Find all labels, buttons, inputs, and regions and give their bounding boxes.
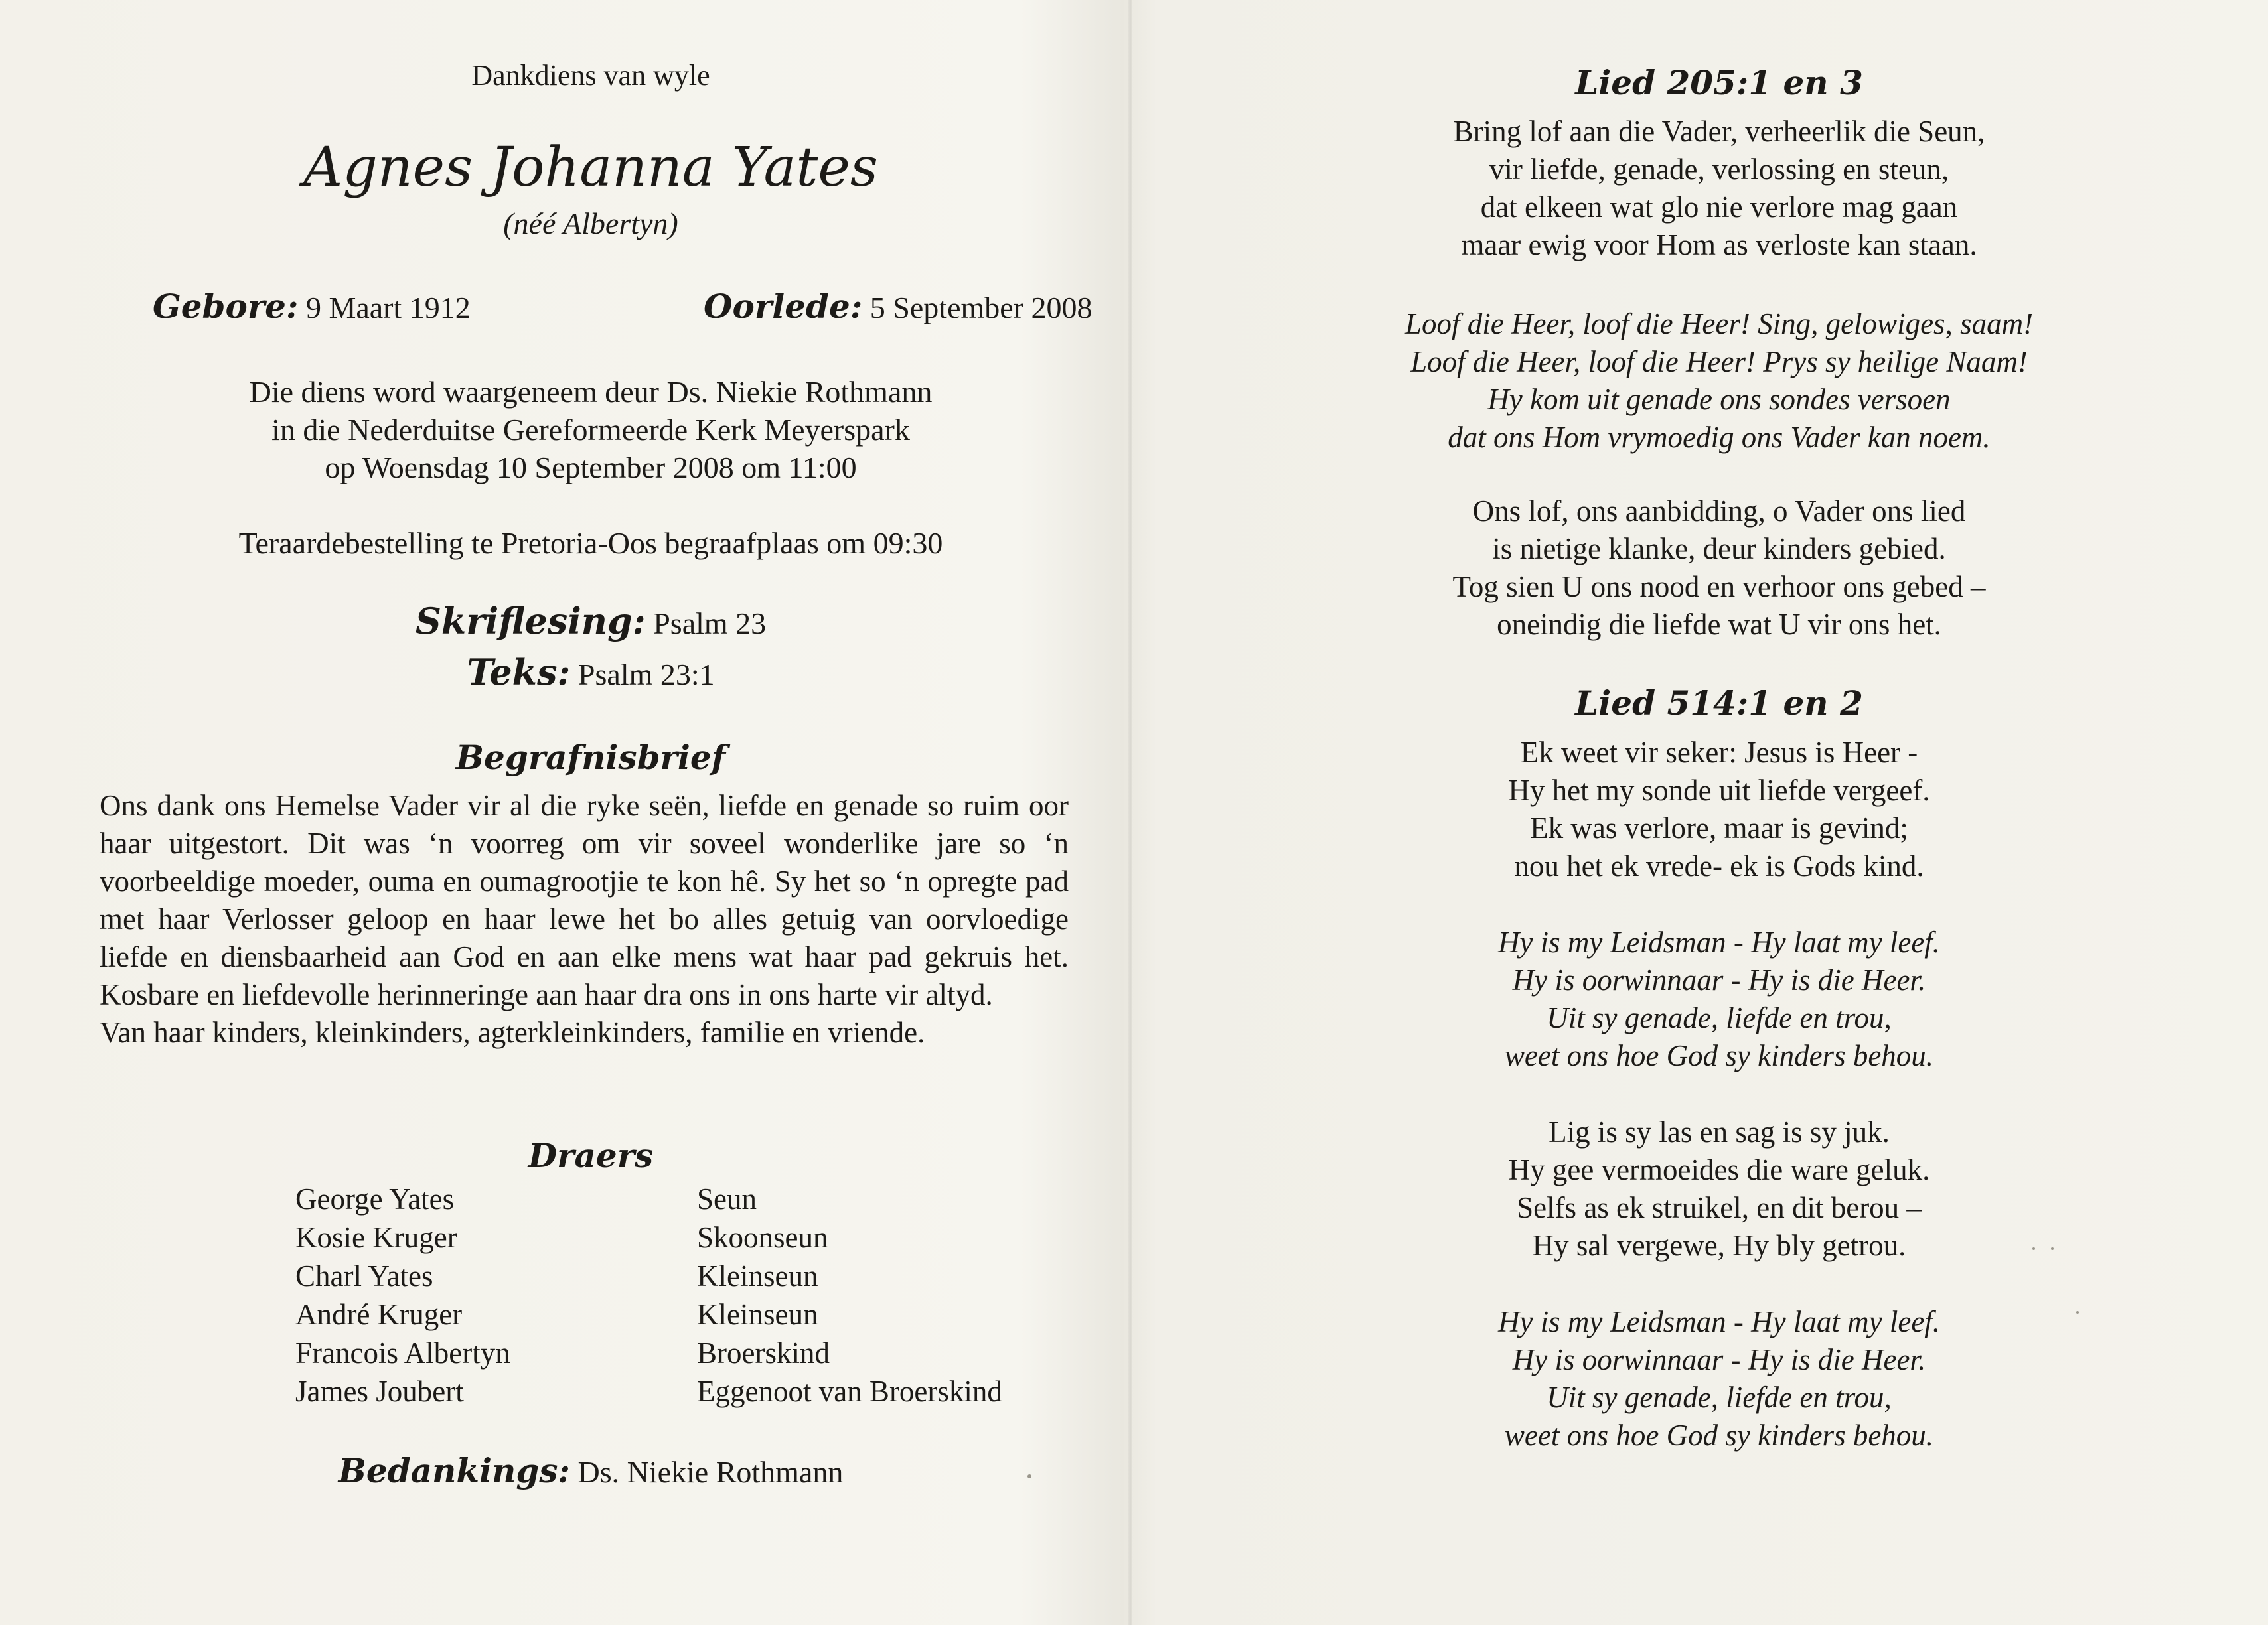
scripture-reading xyxy=(100,602,1082,642)
verse-line: Selfs as ek struikel, en dit berou – xyxy=(1517,1191,1922,1224)
born-value: 9 Maart 1912 xyxy=(298,291,471,324)
hymn-1-title: Lied 205:1 en 3 xyxy=(1575,63,1863,102)
pallbearer-name: Francois Albertyn xyxy=(295,1336,510,1370)
pallbearer-row xyxy=(295,1295,1002,1334)
pallbearer-relation: Skoonseun xyxy=(697,1221,828,1254)
verse-line: vir liefde, genade, verlossing en steun, xyxy=(1489,153,1949,186)
verse-line: Hy sal vergewe, Hy bly getrou. xyxy=(1532,1229,1906,1262)
paper-speck xyxy=(2076,1311,2079,1314)
pallbearer-row xyxy=(295,1334,1002,1372)
pallbearer-row xyxy=(295,1257,1002,1295)
paper-speck xyxy=(1027,1474,1031,1478)
funeral-letter xyxy=(100,787,1069,1052)
verse-line: Hy is my Leidsman - Hy laat my leef. xyxy=(1497,926,1941,959)
verse-line: Hy is my Leidsman - Hy laat my leef. xyxy=(1497,1305,1941,1338)
burial-line: Teraardebestelling te Pretoria-Oos begraafplaas om 09:30 xyxy=(238,526,943,560)
paper-speck xyxy=(2051,1247,2054,1250)
verse-line: oneindig die liefde wat U vir ons het. xyxy=(1497,608,1941,641)
service-line: in die Nederduitse Gereformeerde Kerk Meyerspark xyxy=(271,413,910,447)
hymn-2-chorus-1 xyxy=(1314,924,2124,1075)
pallbearer-row xyxy=(295,1372,1002,1411)
verse-line: dat elkeen wat glo nie verlore mag gaan xyxy=(1480,190,1958,224)
verse-line: Ons lof, ons aanbidding, o Vader ons lied xyxy=(1472,494,1966,528)
thanks-value: Ds. Niekie Rothmann xyxy=(569,1455,844,1489)
pallbearer-relation: Eggenoot van Broerskind xyxy=(697,1375,1002,1408)
left-panel xyxy=(100,0,1093,1625)
letter-signature: Van haar kinders, kleinkinders, agterkleinkinders, familie en vriende. xyxy=(100,1016,925,1049)
pallbearer-relation: Kleinseun xyxy=(697,1298,818,1331)
verse-line: Hy gee vermoeides die ware geluk. xyxy=(1508,1153,1930,1186)
center-fold xyxy=(1128,0,1132,1625)
letter-body: Ons dank ons Hemelse Vader vir al die ryke seën, liefde en genade so ruim oor haar uitgestort. Dit was ‘n voorreg om vir soveel wonderlike jare so ‘n voorbeeldige moeder, ouma en oumagrootjie te kon hê. Sy het so ‘n opregte pad met haar Verlosser geloop en haar lewe het bo alles getuig van oorvloedige liefde en diensbaarheid aan God en aan elke mens wat haar pad gekruis het. Kosbare en liefdevolle herinneringe aan haar dra ons in ons harte vir altyd. xyxy=(100,789,1069,1011)
pallbearer-name: James Joubert xyxy=(295,1375,464,1408)
born-info xyxy=(153,287,471,326)
verse-line: Ek was verlore, maar is gevind; xyxy=(1530,812,1908,845)
pallbearer-row xyxy=(295,1180,1002,1218)
verse-line: Hy is oorwinnaar - Hy is die Heer. xyxy=(1512,963,1926,997)
verse-line: Uit sy genade, liefde en trou, xyxy=(1547,1381,1892,1414)
hymn-2-title: Lied 514:1 en 2 xyxy=(1575,683,1863,723)
verse-line: is nietige klanke, deur kinders gebied. xyxy=(1492,532,1946,565)
verse-line: dat ons Hom vrymoedig ons Vader kan noem. xyxy=(1448,421,1991,454)
verse-line: nou het ek vrede- ek is Gods kind. xyxy=(1514,849,1924,883)
pallbearer-name: George Yates xyxy=(295,1182,455,1216)
letter-heading: Begrafnisbrief xyxy=(455,738,726,777)
text-value: Psalm 23:1 xyxy=(570,658,715,691)
hymn-2-chorus-2 xyxy=(1314,1303,2124,1454)
verse-line: Ek weet vir seker: Jesus is Heer - xyxy=(1520,736,1918,769)
hymn-2-verse-1 xyxy=(1314,734,2124,885)
verse-line: Tog sien U ons nood en verhoor ons gebed – xyxy=(1452,570,1986,603)
hymn-2-verse-2 xyxy=(1314,1113,2124,1265)
died-info xyxy=(704,287,1093,326)
hymn-1-chorus xyxy=(1314,305,2124,457)
born-label: Gebore: xyxy=(153,287,299,326)
verse-line: Hy kom uit genade ons sondes versoen xyxy=(1487,383,1951,416)
reading-label: Skriflesing: xyxy=(415,600,646,642)
verse-line: maar ewig voor Hom as verloste kan staan. xyxy=(1461,228,1977,261)
verse-line: Loof die Heer, loof die Heer! Prys sy heilige Naam! xyxy=(1410,345,2028,378)
pallbearer-name: Charl Yates xyxy=(295,1259,433,1293)
hymn-1-verse-1 xyxy=(1314,113,2124,264)
thanks-line xyxy=(100,1452,1082,1491)
verse-line: weet ons hoe God sy kinders behou. xyxy=(1504,1419,1934,1452)
pallbearer-name: André Kruger xyxy=(295,1298,463,1331)
verse-line: weet ons hoe God sy kinders behou. xyxy=(1504,1039,1934,1072)
thanks-label: Bedankings: xyxy=(338,1451,570,1490)
verse-line: Bring lof aan die Vader, verheerlik die Seun, xyxy=(1453,115,1985,148)
intro-line: Dankdiens van wyle xyxy=(471,59,710,92)
pallbearer-row xyxy=(295,1218,1002,1257)
pallbearer-relation: Seun xyxy=(697,1182,757,1216)
verse-line: Hy het my sonde uit liefde vergeef. xyxy=(1508,774,1930,807)
pallbearer-relation: Kleinseun xyxy=(697,1259,818,1293)
verse-line: Uit sy genade, liefde en trou, xyxy=(1547,1001,1892,1034)
pallbearers-list xyxy=(295,1180,1002,1411)
service-details xyxy=(100,373,1082,486)
text-label: Teks: xyxy=(467,651,571,693)
reading-value: Psalm 23 xyxy=(645,606,767,640)
verse-line: Lig is sy las en sag is sy juk. xyxy=(1549,1115,1890,1149)
sermon-text xyxy=(100,651,1082,693)
pallbearers-heading: Draers xyxy=(528,1136,654,1175)
right-panel xyxy=(1314,0,2124,1625)
verse-line: Loof die Heer, loof die Heer! Sing, gelowiges, saam! xyxy=(1404,307,2034,340)
hymn-1-verse-3 xyxy=(1314,492,2124,644)
deceased-name: Agnes Johanna Yates xyxy=(303,136,878,199)
pallbearer-relation: Broerskind xyxy=(697,1336,830,1370)
died-value: 5 September 2008 xyxy=(862,291,1093,324)
died-label: Oorlede: xyxy=(704,287,863,326)
paper-speck xyxy=(2032,1247,2035,1250)
maiden-name: (néé Albertyn) xyxy=(503,206,678,240)
verse-line: Hy is oorwinnaar - Hy is die Heer. xyxy=(1512,1343,1926,1376)
service-line: Die diens word waargeneem deur Ds. Niekie Rothmann xyxy=(249,375,933,409)
service-line: op Woensdag 10 September 2008 om 11:00 xyxy=(325,451,857,484)
pallbearer-name: Kosie Kruger xyxy=(295,1221,457,1254)
